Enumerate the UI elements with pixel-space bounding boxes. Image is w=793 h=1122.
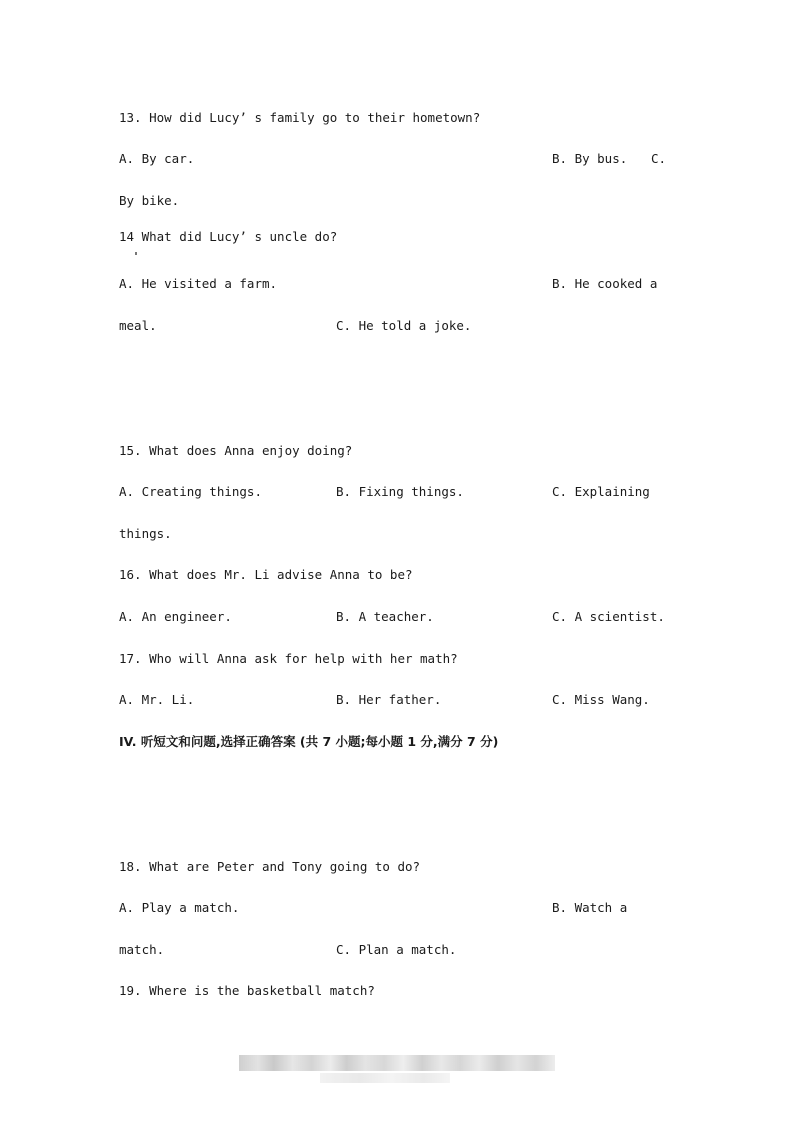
option-14-b-end: meal. <box>119 318 157 333</box>
blurred-footer-sub <box>320 1073 450 1083</box>
option-13-c-text: By bike. <box>119 193 180 208</box>
blurred-footer <box>239 1055 555 1071</box>
stray-mark <box>135 252 137 255</box>
question-18: 18. What are Peter and Tony going to do? <box>119 859 421 874</box>
question-13: 13. How did Lucy’ s family go to their hometown? <box>119 110 481 125</box>
section-4-heading: IV. 听短文和问题,选择正确答案 (共 7 小题;每小题 1 分,满分 7 分) <box>119 734 499 749</box>
option-13-b: B. By bus. <box>552 151 628 166</box>
option-16-b: B. A teacher. <box>336 609 434 624</box>
option-16-c: C. A scientist. <box>552 609 665 624</box>
question-19: 19. Where is the basketball match? <box>119 983 375 998</box>
question-16: 16. What does Mr. Li advise Anna to be? <box>119 567 413 582</box>
option-15-c-end: things. <box>119 526 172 541</box>
option-15-c-start: C. Explaining <box>552 484 650 499</box>
question-17: 17. Who will Anna ask for help with her math? <box>119 651 458 666</box>
question-15: 15. What does Anna enjoy doing? <box>119 443 353 458</box>
question-14: 14 What did Lucy’ s uncle do? <box>119 229 338 244</box>
option-14-a: A. He visited a farm. <box>119 276 278 291</box>
option-14-c: C. He told a joke. <box>336 318 472 333</box>
option-13-a: A. By car. <box>119 151 195 166</box>
option-13-c-letter: C. <box>651 151 667 166</box>
option-18-b-start: B. Watch a <box>552 900 628 915</box>
option-17-a: A. Mr. Li. <box>119 692 195 707</box>
option-18-c: C. Plan a match. <box>336 942 457 957</box>
option-16-a: A. An engineer. <box>119 609 232 624</box>
option-15-b: B. Fixing things. <box>336 484 464 499</box>
option-18-b-end: match. <box>119 942 165 957</box>
option-17-b: B. Her father. <box>336 692 442 707</box>
option-15-a: A. Creating things. <box>119 484 262 499</box>
option-18-a: A. Play a match. <box>119 900 240 915</box>
option-14-b-start: B. He cooked a <box>552 276 658 291</box>
option-17-c: C. Miss Wang. <box>552 692 650 707</box>
